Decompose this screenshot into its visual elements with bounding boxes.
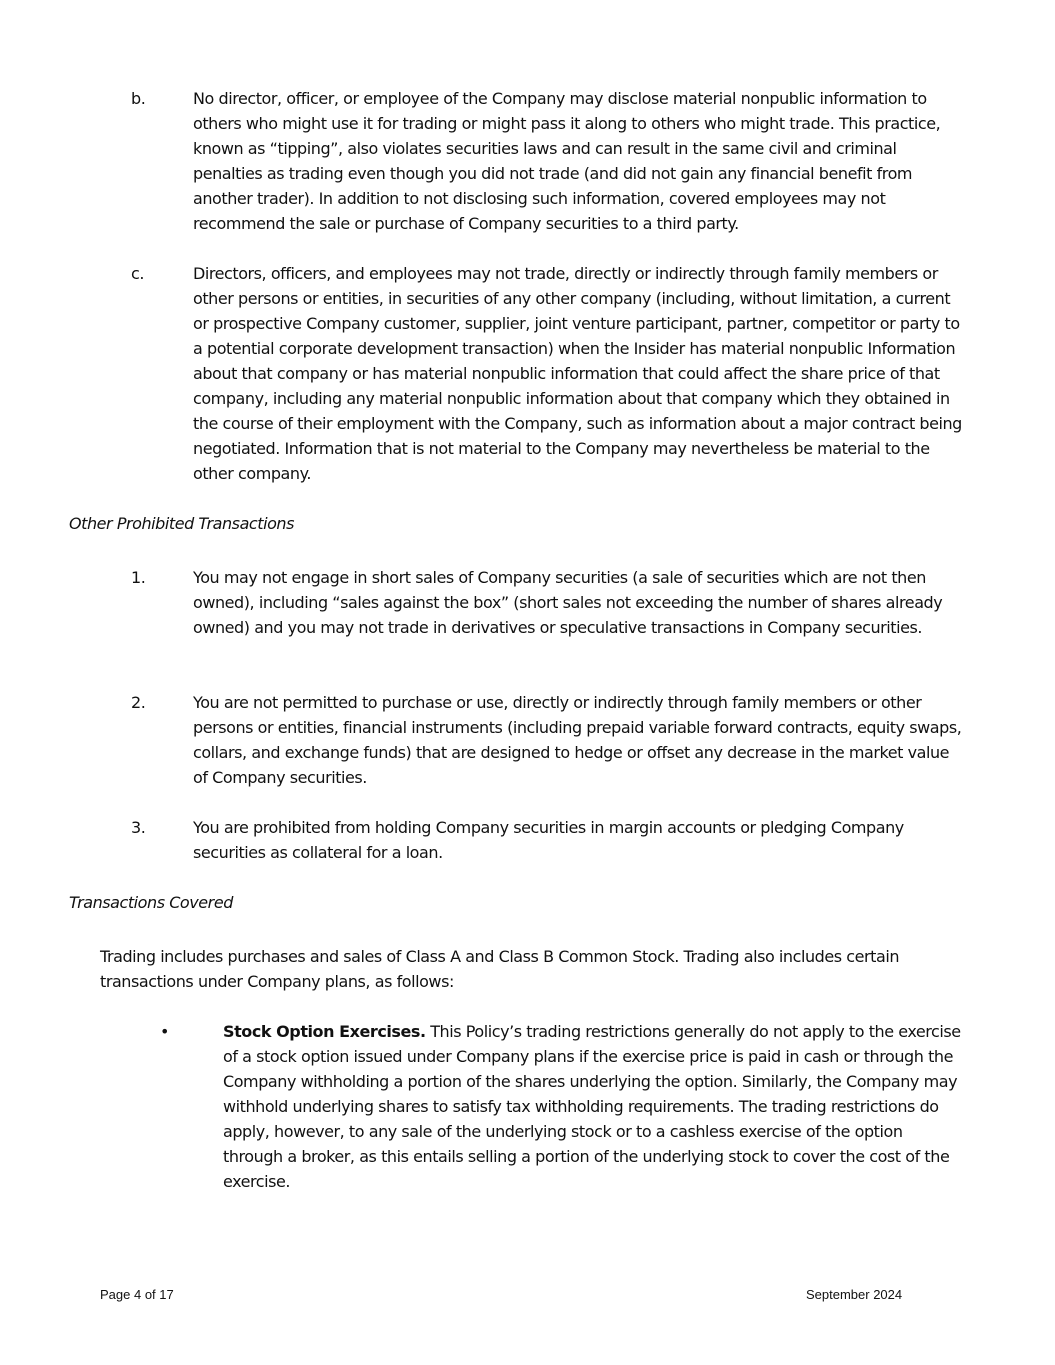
section-heading-covered: Transactions Covered — [69, 893, 233, 912]
list-item-text: You are not permitted to purchase or use, directly or indirectly through family members or other persons or entities, financial instruments (including prepaid variable forward contracts, equity swaps, collars, and exchange funds) that are designed to hedge or offset any decrease in the market value of Company securities. — [193, 693, 962, 787]
list-marker: 1. — [131, 568, 146, 587]
intro-paragraph: Trading includes purchases and sales of Class A and Class B Common Stock. Trading also includes certain transactions under Company plans, as follows: — [100, 947, 900, 991]
list-marker: b. — [131, 89, 146, 108]
bullet-marker: • — [160, 1022, 169, 1041]
section-heading-prohibited: Other Prohibited Transactions — [69, 514, 295, 533]
list-item-text: No director, officer, or employee of the Company may disclose material nonpublic information to others who might use it for trading or might pass it along to others who might trade. This practice, known as “tipping”, also violates securities laws and can result in the same civil and criminal penalties as trading even though you did not trade (and did not gain any financial benefit from another trader). In addition to not disclosing such information, covered employees may not recommend the sale or purchase of Company securities to a third party. — [193, 89, 941, 233]
footer-page-number: Page 4 of 17 — [100, 1287, 174, 1302]
bullet-item-body: This Policy’s trading restrictions generally do not apply to the exercise of a stock option issued under Company plans if the exercise price is paid in cash or through the Company withholding a portion of the shares underlying the option. Similarly, the Company may withhold underlying shares to satisfy tax withholding requirements. The trading restrictions do apply, however, to any sale of the underlying stock or to a cashless exercise of the option through a broker, as this entails selling a portion of the underlying stock to cover the cost of the exercise. — [223, 1022, 961, 1191]
bullet-item-text — [223, 1019, 963, 1194]
list-item-text: You are prohibited from holding Company securities in margin accounts or pledging Company securities as collateral for a loan. — [193, 818, 904, 862]
list-item-text: Directors, officers, and employees may not trade, directly or indirectly through family members or other persons or entities, in securities of any other company (including, without limitation, a current or prospective Company customer, supplier, joint venture participant, partner, competitor or party to a potential corporate development transaction) when the Insider has material nonpublic Information about that company or has material nonpublic information that could affect the share price of that company, including any material nonpublic information about that company which they obtained in the course of their employment with the Company, such as information about a major contract being negotiated. Information that is not material to the Company may nevertheless be material to the other company. — [193, 264, 962, 483]
list-marker: 2. — [131, 693, 146, 712]
list-marker: 3. — [131, 818, 146, 837]
list-item-text: You may not engage in short sales of Company securities (a sale of securities which are not then owned), including “sales against the box” (short sales not exceeding the number of shares already owned) and you may not trade in derivatives or speculative transactions in Company securities. — [193, 568, 943, 637]
bullet-item-title: Stock Option Exercises. — [223, 1022, 426, 1041]
footer-date: September 2024 — [806, 1287, 903, 1302]
list-marker: c. — [131, 264, 144, 283]
